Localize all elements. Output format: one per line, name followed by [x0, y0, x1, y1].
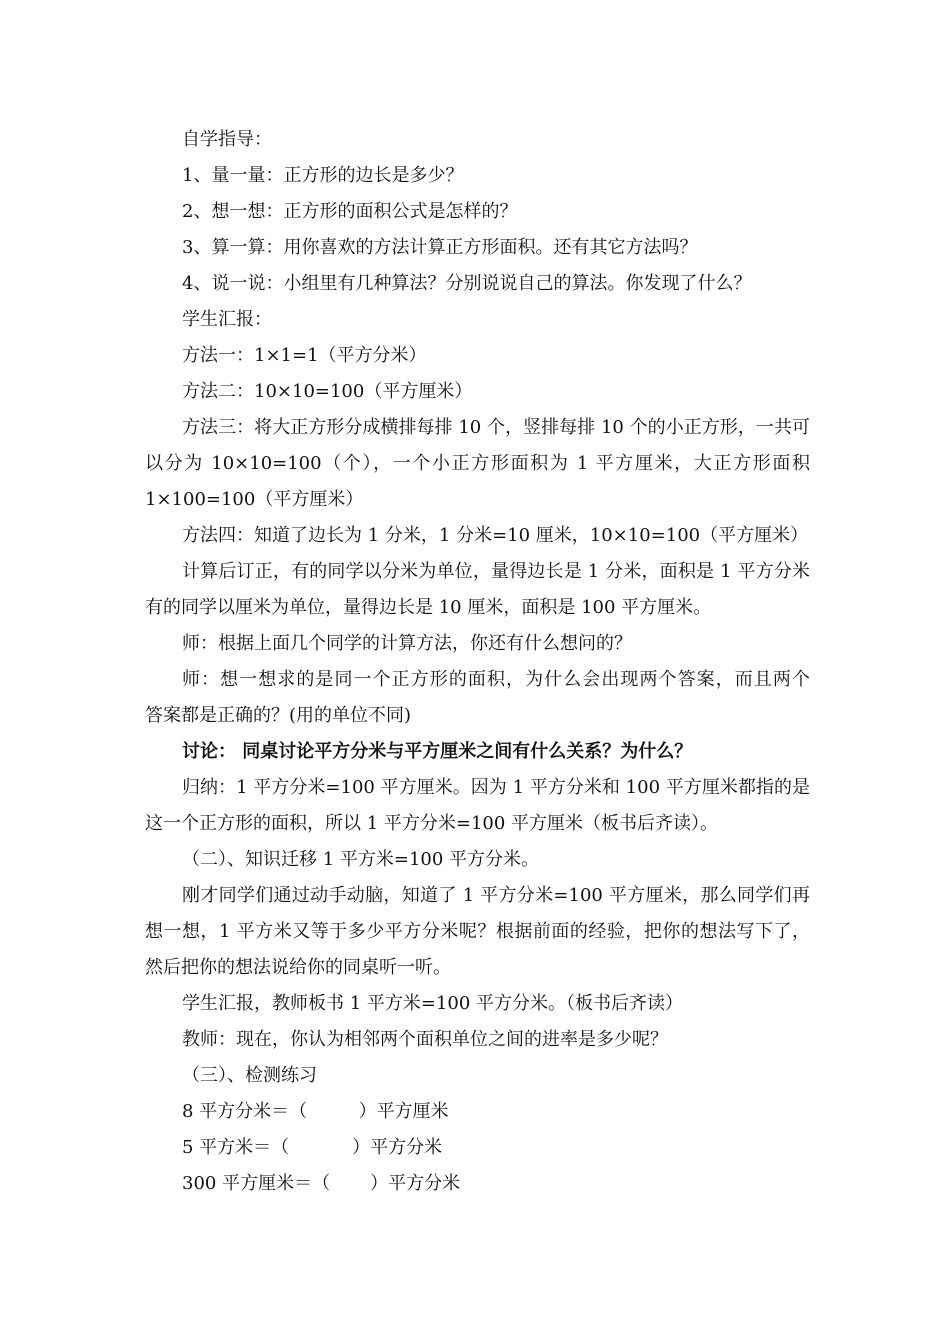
exercise-1: 8 平方分米＝（ ）平方厘米 [182, 1101, 449, 1122]
step-1: 1、量一量：正方形的边长是多少？ [182, 165, 464, 186]
exercise-3: 300 平方厘米＝（ ）平方分米 [182, 1173, 461, 1194]
discussion-prompt: 讨论： 同桌讨论平方分米与平方厘米之间有什么关系？为什么？ [182, 741, 693, 762]
step-2: 2、想一想：正方形的面积公式是怎样的？ [182, 201, 518, 222]
transfer-line3: 然后把你的想法说给你的同桌听一听。 [145, 957, 451, 978]
teacher-question-2-line1: 师：想一想求的是同一个正方形的面积，为什么会出现两个答案，而且两个 [182, 669, 810, 690]
correction-line1: 计算后订正，有的同学以分米为单位，量得边长是 1 分米，面积是 1 平方分米 [182, 561, 810, 582]
section-3-heading: （三）、检测练习 [182, 1065, 317, 1086]
step-4: 4、说一说：小组里有几种算法？分别说说自己的算法。你发现了什么？ [182, 273, 752, 294]
student-report-2: 学生汇报，教师板书 1 平方米=100 平方分米。（板书后齐读） [182, 993, 684, 1014]
section-2-heading: （二）、知识迁移 1 平方米=100 平方分米。 [182, 849, 540, 870]
exercise-2: 5 平方米＝（ ）平方分米 [182, 1137, 443, 1158]
heading-self-study: 自学指导： [182, 129, 272, 150]
method-3-line2: 以分为 10×10=100（个），一个小正方形面积为 1 平方厘米，大正方形面积 [145, 453, 810, 474]
correction-line2: 有的同学以厘米为单位，量得边长是 10 厘米，面积是 100 平方厘米。 [145, 597, 712, 618]
method-4: 方法四：知道了边长为 1 分米，1 分米=10 厘米，10×10=100（平方厘米） [182, 525, 809, 546]
transfer-line2: 想一想，1 平方米又等于多少平方分米呢？根据前面的经验，把你的想法写下了， [145, 921, 810, 942]
method-3-line3: 1×100=100（平方厘米） [145, 489, 364, 510]
teacher-question-1: 师：根据上面几个同学的计算方法，你还有什么想问的？ [182, 633, 632, 654]
step-3: 3、算一算：用你喜欢的方法计算正方形面积。还有其它方法吗？ [182, 237, 698, 258]
summary-line2: 这一个正方形的面积，所以 1 平方分米=100 平方厘米（板书后齐读）。 [145, 813, 719, 834]
student-report: 学生汇报： [182, 309, 272, 330]
teacher-question-2-line2: 答案都是正确的？(用的单位不同) [145, 705, 412, 726]
method-2: 方法二：10×10=100（平方厘米） [182, 381, 473, 402]
teacher-question-3: 教师：现在，你认为相邻两个面积单位之间的进率是多少呢？ [182, 1029, 668, 1050]
transfer-line1: 刚才同学们通过动手动脑，知道了 1 平方分米=100 平方厘米，那么同学们再 [182, 885, 810, 906]
method-3-line1: 方法三：将大正方形分成横排每排 10 个，竖排每排 10 个的小正方形，一共可 [182, 417, 810, 438]
document-body [145, 122, 810, 1202]
method-1: 方法一：1×1=1（平方分米） [182, 345, 427, 366]
summary-line1: 归纳：1 平方分米=100 平方厘米。因为 1 平方分米和 100 平方厘米都指的是 [182, 777, 810, 798]
